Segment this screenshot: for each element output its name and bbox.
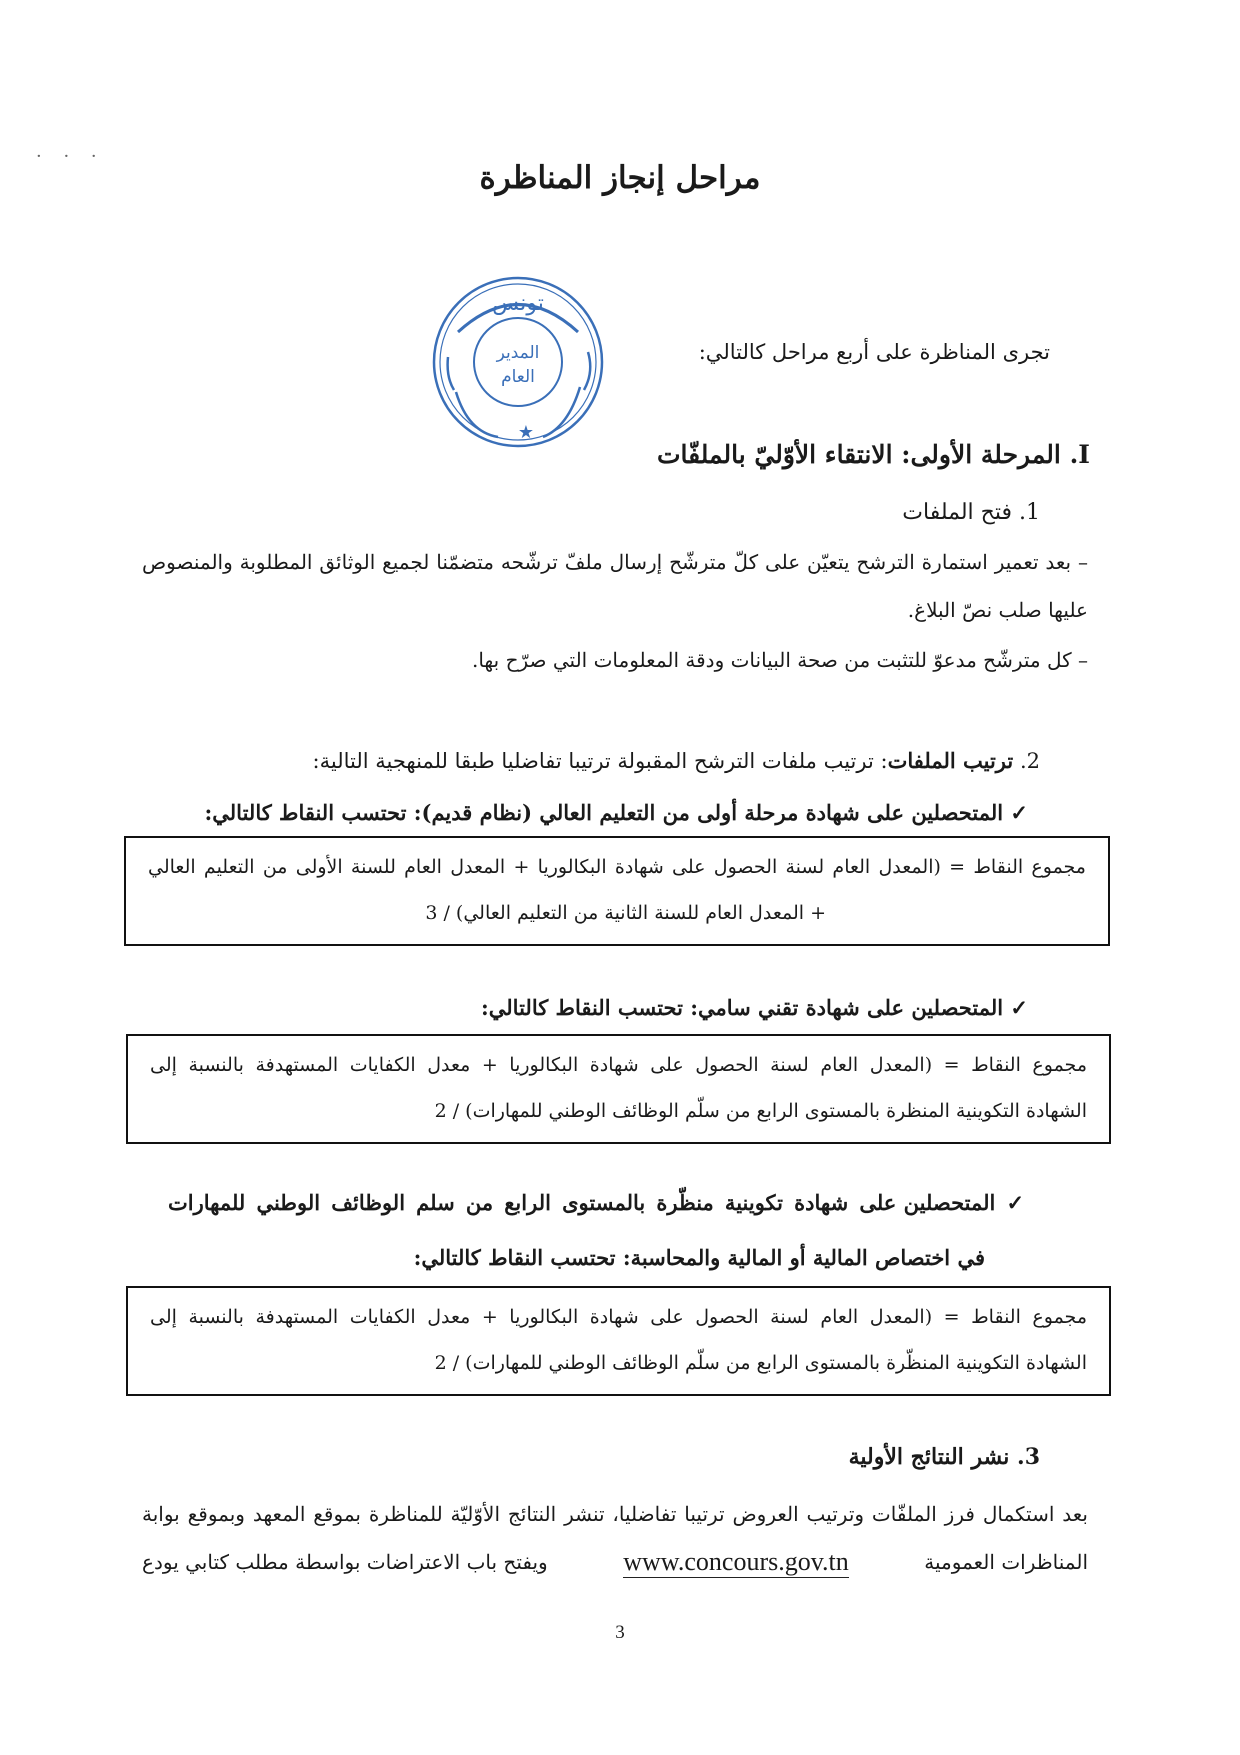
sub-3-title: نشر النتائج الأولية bbox=[848, 1444, 1010, 1470]
stamp-star-icon: ★ bbox=[517, 422, 535, 443]
sub-3-line-2-end: ويفتح باب الاعتراضات بواسطة مطلب كتابي يودع bbox=[142, 1550, 548, 1574]
sub-3-heading bbox=[849, 1444, 1040, 1470]
sub-1-paragraph-2: – كل مترشّح مدعوّ للتثبت من صحة البيانات ودقة المعلومات التي صرّح بها. bbox=[471, 648, 1088, 672]
case-2-formula-line-1: مجموع النقاط = (المعدل العام لسنة الحصول على شهادة البكالوريا + معدل الكفايات المستهدفة بالنسبة إلى bbox=[150, 1054, 1087, 1076]
section-1-number: I. bbox=[1069, 440, 1090, 469]
case-2-label bbox=[481, 995, 1028, 1020]
section-1-heading bbox=[657, 440, 1090, 469]
sub-1-heading bbox=[902, 500, 1040, 525]
sub-2-heading bbox=[313, 748, 1040, 773]
case-3-label-line-2: في اختصاص المالية أو المالية والمحاسبة: تحتسب النقاط كالتالي: bbox=[413, 1245, 985, 1270]
stamp-center-text-1: المدير bbox=[496, 343, 540, 363]
check-icon: ✓ bbox=[1006, 1190, 1028, 1215]
sub-3-line-2-start: المناظرات العمومية bbox=[924, 1550, 1088, 1574]
portal-url-link[interactable]: www.concours.gov.tn bbox=[623, 1546, 849, 1576]
sub-3-line-2 bbox=[142, 1538, 1088, 1586]
case-2-formula-box bbox=[126, 1034, 1111, 1144]
sub-2-text: : ترتيب ملفات الترشح المقبولة ترتيبا تفاضليا طبقا للمنهجية التالية: bbox=[312, 749, 888, 773]
sub-3-line-1: بعد استكمال فرز الملفّات وترتيب العروض ترتيبا تفاضليا، تنشر النتائج الأوّليّة للمناظرة بموقع المعهد وبموقع بوابة bbox=[142, 1502, 1088, 1526]
check-icon: ✓ bbox=[1010, 800, 1028, 825]
check-icon: ✓ bbox=[1010, 995, 1028, 1020]
sub-2-title: ترتيب الملفات bbox=[887, 748, 1014, 773]
sub-2-number: 2. bbox=[1019, 749, 1040, 773]
case-1-label bbox=[205, 800, 1028, 825]
case-3-label-text-1: المتحصلين على شهادة تكوينية منظّرة بالمستوى الرابع من سلم الوظائف الوطني للمهارات bbox=[168, 1190, 996, 1215]
case-1-formula-line-2: + المعدل العام للسنة الثانية من التعليم العالي) / 3 bbox=[425, 902, 826, 924]
stamp-top-text: تونس bbox=[492, 291, 544, 316]
intro-text: تجرى المناظرة على أربع مراحل كالتالي: bbox=[698, 340, 1050, 364]
case-2-label-text: المتحصلين على شهادة تقني سامي: تحتسب النقاط كالتالي: bbox=[481, 995, 1004, 1020]
case-1-formula-line-1: مجموع النقاط = (المعدل العام لسنة الحصول على شهادة البكالوريا + المعدل العام للسنة الأولى من التعليم العالي bbox=[148, 856, 1086, 878]
case-1-label-text: المتحصلين على شهادة مرحلة أولى من التعليم العالي (نظام قديم): تحتسب النقاط كالتالي: bbox=[204, 800, 1004, 825]
page-number: 3 bbox=[615, 1622, 625, 1643]
case-3-formula-box bbox=[126, 1286, 1111, 1396]
case-1-formula-box bbox=[124, 836, 1110, 946]
sub-1-title: فتح الملفات bbox=[902, 500, 1012, 525]
case-2-formula-line-2: الشهادة التكوينية المنظرة بالمستوى الرابع من سلّم الوظائف الوطني للمهارات) / 2 bbox=[434, 1100, 1087, 1122]
case-3-formula-line-2: الشهادة التكوينية المنظّرة بالمستوى الرابع من سلّم الوظائف الوطني للمهارات) / 2 bbox=[434, 1352, 1087, 1374]
sub-1-number: 1. bbox=[1019, 500, 1040, 525]
margin-marks: · · · bbox=[36, 146, 105, 167]
section-1-title: المرحلة الأولى: الانتقاء الأوّليّ بالملفّات bbox=[656, 440, 1061, 469]
stamp-center-text-2: العام bbox=[501, 367, 535, 387]
official-stamp bbox=[428, 272, 608, 452]
sub-1-paragraph-1: – بعد تعمير استمارة الترشح يتعيّن على كلّ مترشّح إرسال ملفّ ترشّحه متضمّنا لجميع الوثائق المطلوبة والمنصوص عليها صلب نصّ البلاغ. bbox=[142, 550, 1088, 622]
sub-3-number: 3. bbox=[1017, 1444, 1040, 1470]
case-3-label-line-1 bbox=[168, 1190, 1028, 1215]
case-3-formula-line-1: مجموع النقاط = (المعدل العام لسنة الحصول على شهادة البكالوريا + معدل الكفايات المستهدفة بالنسبة إلى bbox=[150, 1306, 1087, 1328]
page-title: مراحل إنجاز المناظرة bbox=[479, 160, 761, 196]
